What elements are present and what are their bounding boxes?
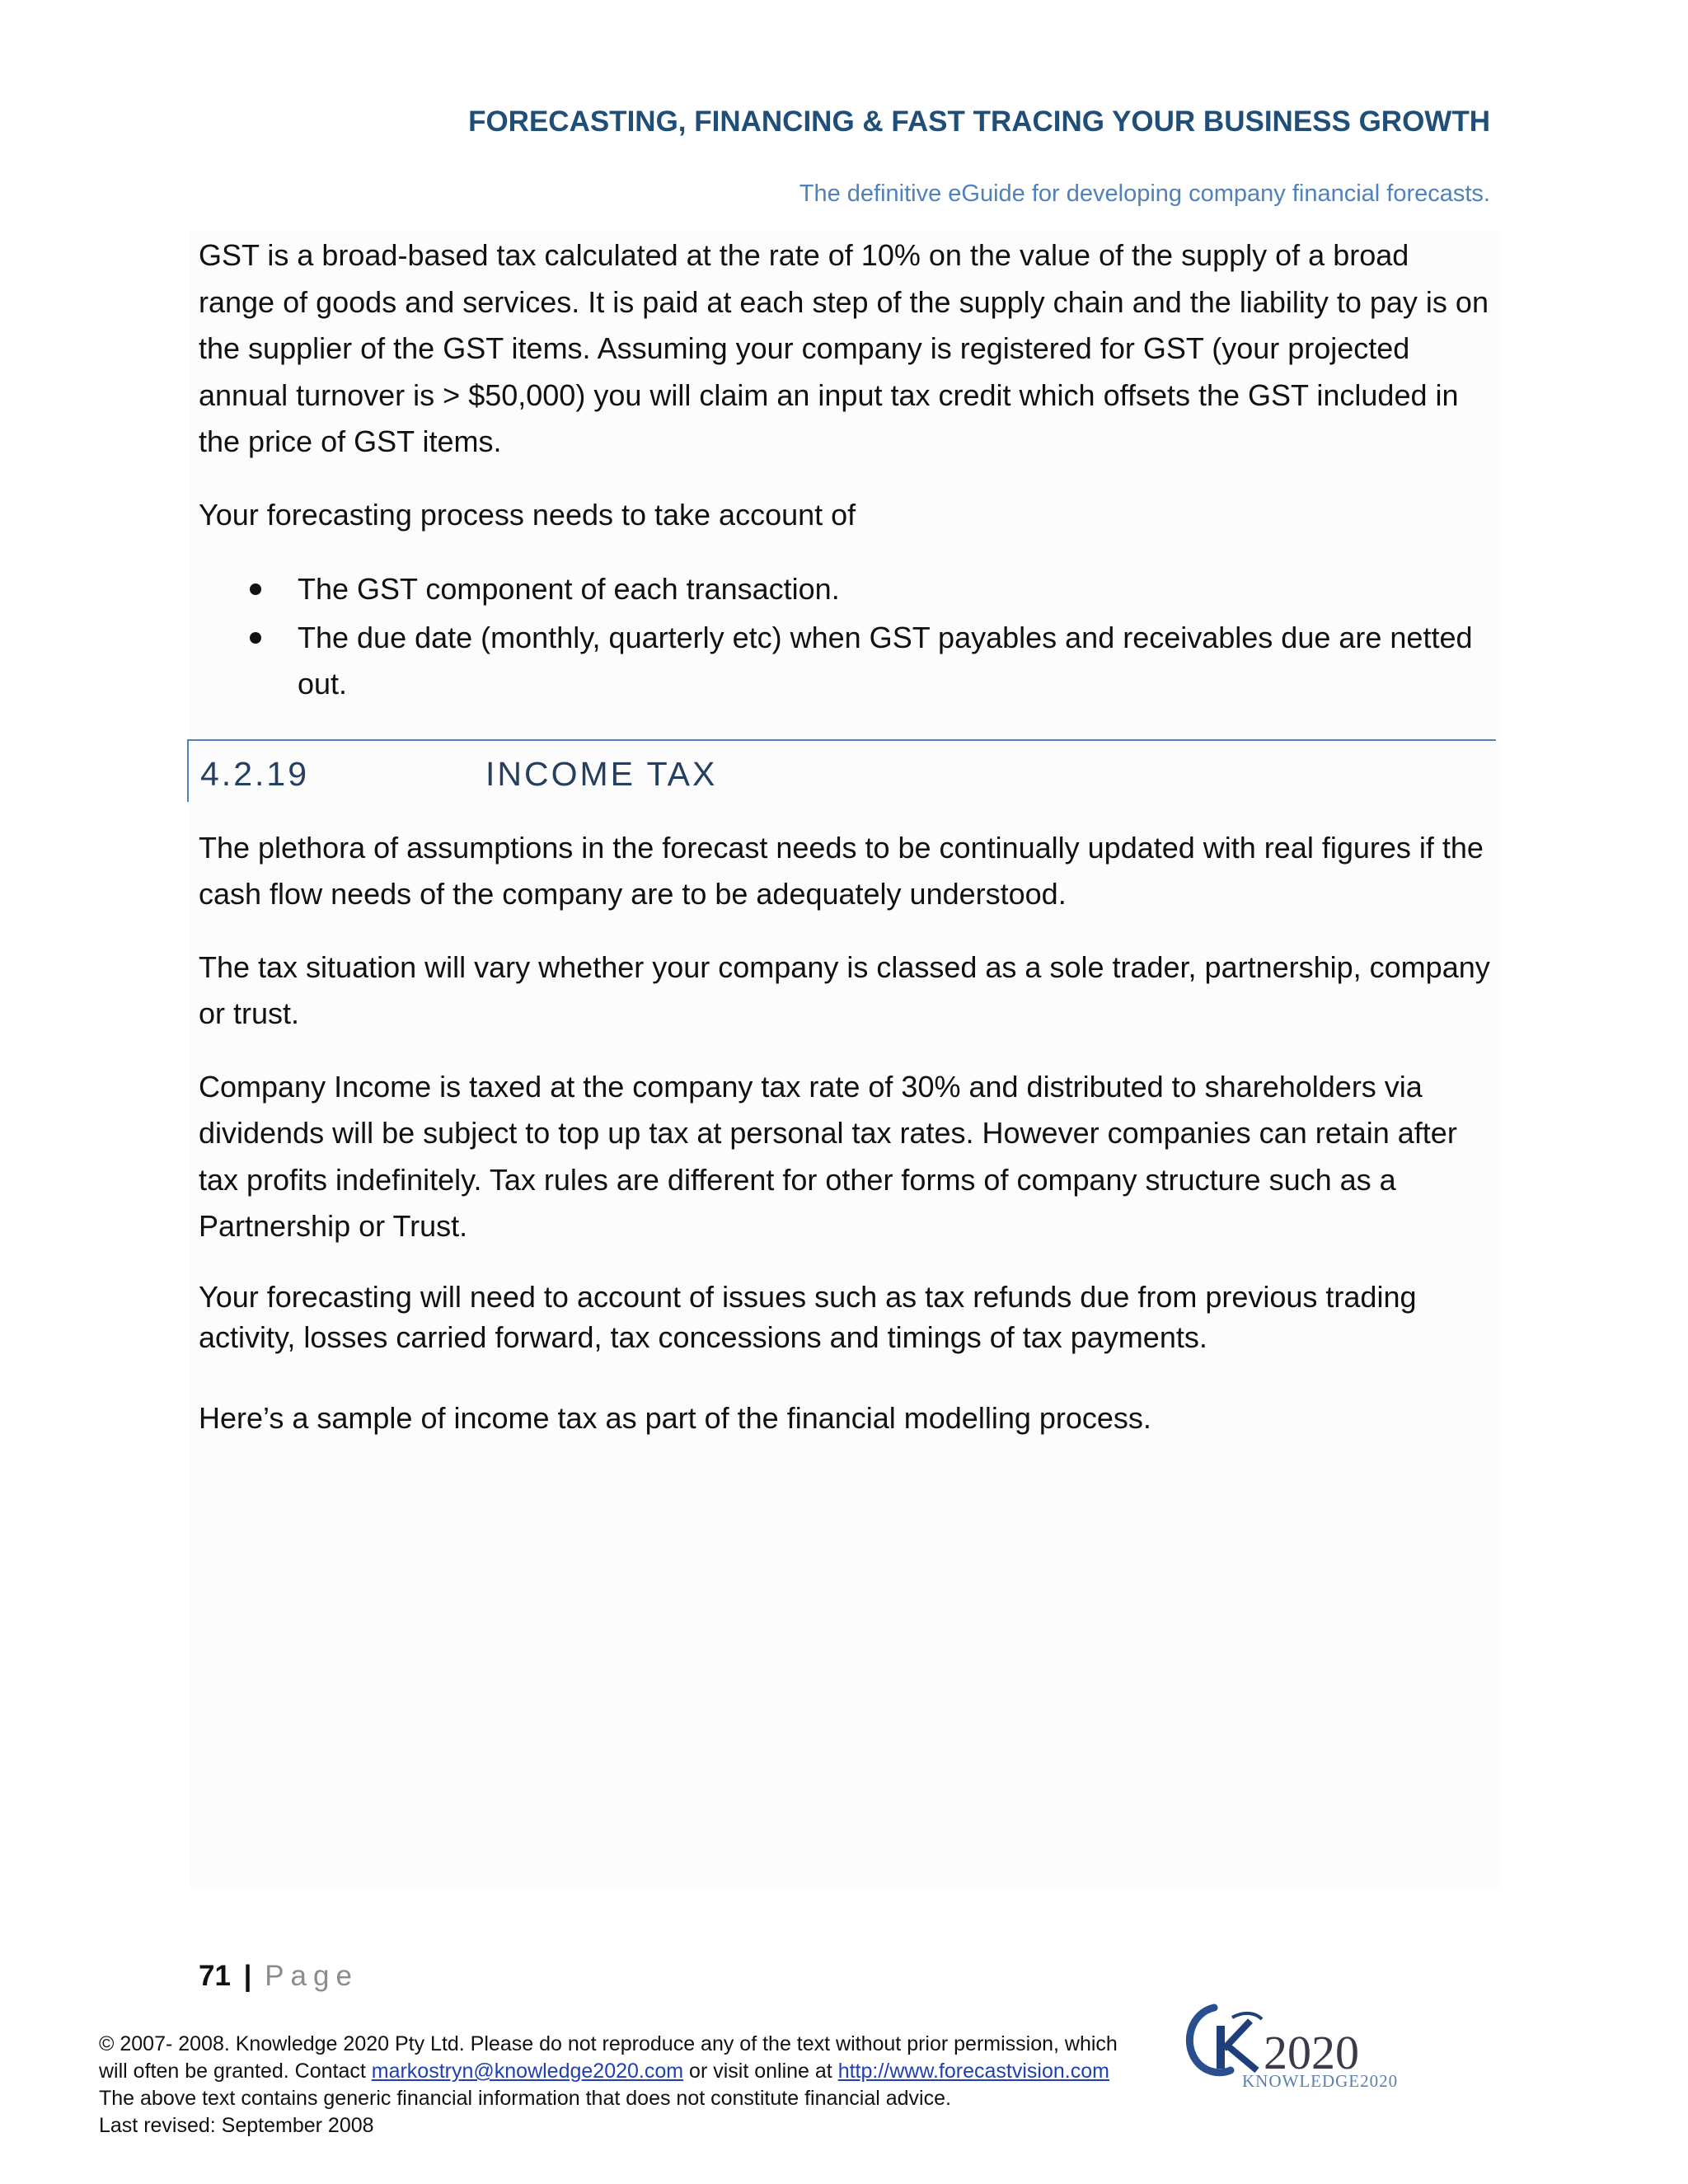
logo-wordmark: KNOWLEDGE2020: [1242, 2071, 1399, 2091]
logo-number: 2020: [1264, 2026, 1359, 2079]
footer-copyright: © 2007- 2008. Knowledge 2020 Pty Ltd. Please do not reproduce any of the text without prior permission, which: [99, 2032, 1118, 2055]
footer: [99, 2031, 1170, 2139]
footer-contact-line: [99, 2058, 1170, 2085]
list-item-text: The GST component of each transaction.: [298, 572, 840, 606]
list-item: [199, 615, 1493, 708]
section-title: INCOME TAX: [485, 754, 718, 793]
section-heading: [187, 739, 1496, 802]
paragraph-forecast-account: Your forecasting process needs to take account of: [199, 497, 856, 532]
page-label: Page: [265, 1960, 359, 1992]
paragraph-forecasting-issues: Your forecasting will need to account of issues such as tax refunds due from previous trading activity, losses carried forward, tax concessions and timings of tax payments.: [199, 1279, 1417, 1354]
header-subtitle: The definitive eGuide for developing company financial forecasts.: [799, 180, 1490, 207]
paragraph-sample: Here’s a sample of income tax as part of the financial modelling process.: [199, 1400, 1151, 1435]
paragraph-plethora: The plethora of assumptions in the forecast needs to be continually updated with real figures if the cash flow needs of the company are to be adequately understood.: [199, 830, 1484, 911]
footer-contact-text: will often be granted. Contact: [99, 2060, 372, 2083]
paragraph-tax-situation: The tax situation will vary whether your company is classed as a sole trader, partnership, company or trust.: [199, 949, 1490, 1030]
page-number-value: 71: [199, 1960, 231, 1992]
bullet-icon: [250, 632, 261, 644]
footer-disclaimer: The above text contains generic financial information that does not constitute financial advice.: [99, 2087, 951, 2110]
document-body: [199, 232, 1493, 1441]
bullet-list: [199, 566, 1493, 708]
knowledge2020-logo: [1183, 2001, 1422, 2092]
paragraph-gst-intro: GST is a broad-based tax calculated at the rate of 10% on the value of the supply of a broad range of goods and services. It is paid at each step of the supply chain and the liability to pay is on the supplier of the GST items. Assuming your company is registered for GST (your projected annual turnover is > $50,000) you will claim an input tax credit which offsets the GST included in the price of GST items.: [199, 238, 1489, 458]
section-number: 4.2.19: [200, 754, 309, 793]
page-separator: |: [243, 1960, 252, 1992]
website-link[interactable]: http://www.forecastvision.com: [837, 2060, 1109, 2083]
footer-revised: Last revised: September 2008: [99, 2114, 374, 2137]
bullet-icon: [250, 583, 261, 595]
email-link[interactable]: markostryn@knowledge2020.com: [371, 2060, 684, 2083]
page-number: [199, 1960, 359, 1993]
list-item: [199, 566, 1493, 613]
list-item-text: The due date (monthly, quarterly etc) when GST payables and receivables due are netted out.: [298, 620, 1473, 701]
paragraph-company-income: Company Income is taxed at the company tax rate of 30% and distributed to shareholders via dividends will be subject to top up tax at personal tax rates. However companies can retain after tax profits indefinitely. Tax rules are different for other forms of company structure such as a Partnership or Trust.: [199, 1069, 1457, 1243]
footer-visit-text: or visit online at: [683, 2060, 838, 2083]
header-title: FORECASTING, FINANCING & FAST TRACING YOUR BUSINESS GROWTH: [468, 105, 1490, 138]
